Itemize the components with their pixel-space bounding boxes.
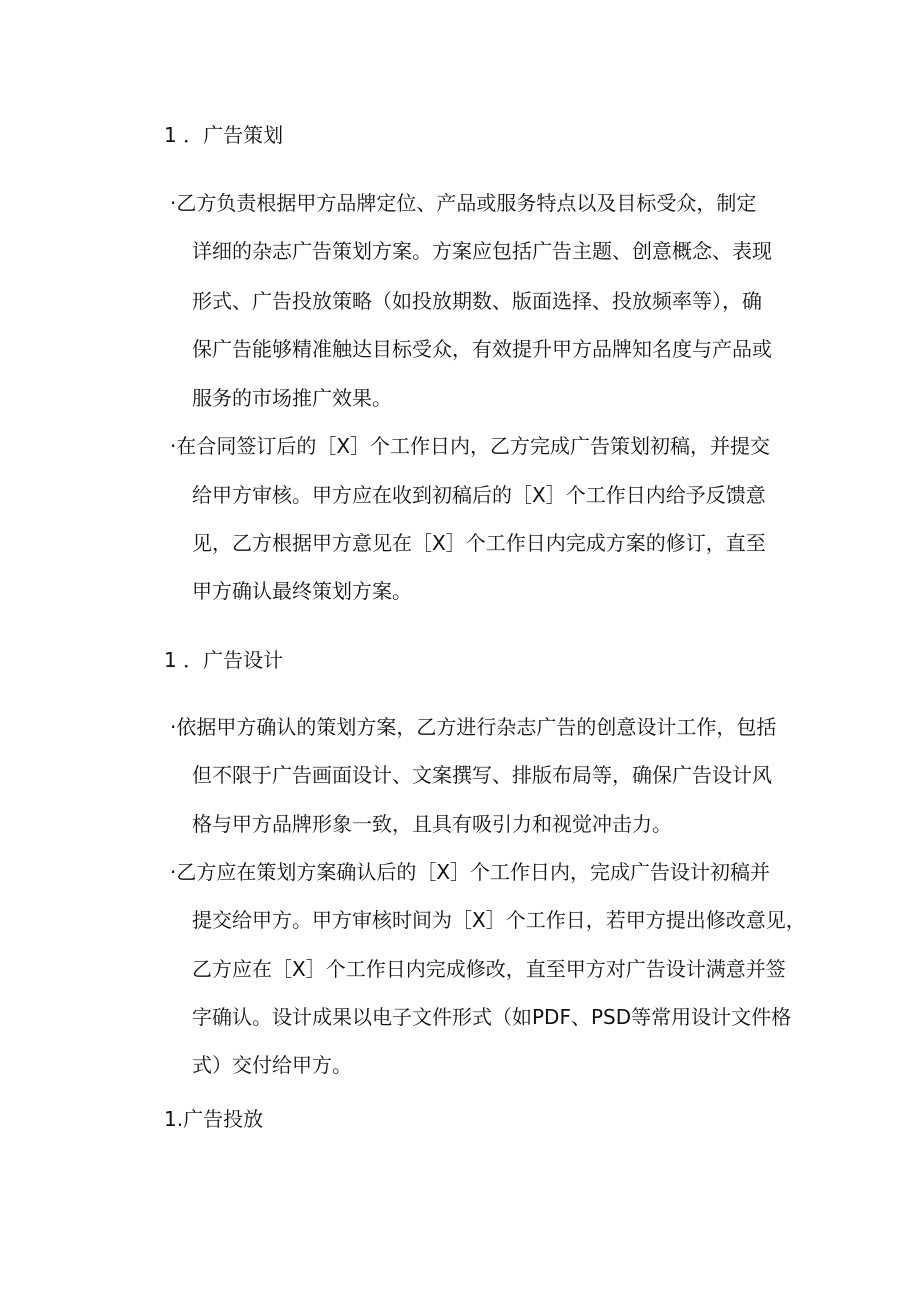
section-heading-ad-placement: 1.广告投放	[164, 1107, 264, 1131]
paragraph-line: 式）交付给甲方。	[192, 1053, 352, 1077]
paragraph-line: 甲方确认最终策划方案。	[192, 579, 412, 603]
paragraph-line: 格与甲方品牌形象一致，且具有吸引力和视觉冲击力。	[192, 812, 672, 836]
paragraph-line: 但不限于广告画面设计、文案撰写、排版布局等，确保广告设计风	[192, 763, 772, 787]
paragraph-line: 提交给甲方。甲方审核时间为［X］个工作日，若甲方提出修改意见，	[192, 908, 806, 932]
paragraph-line: ·依据甲方确认的策划方案，乙方进行杂志广告的创意设计工作，包括	[170, 715, 777, 739]
paragraph-line: ·乙方应在策划方案确认后的［X］个工作日内，完成广告设计初稿并	[170, 860, 771, 884]
paragraph-line: 字确认。设计成果以电子文件形式（如PDF、PSD等常用设计文件格	[192, 1005, 792, 1029]
paragraph-line: 详细的杂志广告策划方案。方案应包括广告主题、创意概念、表现	[192, 239, 772, 263]
paragraph-line: 给甲方审核。甲方应在收到初稿后的［X］个工作日内给予反馈意	[192, 483, 766, 507]
section-heading-ad-planning: 1 ．广告策划	[164, 123, 284, 147]
section-heading-ad-design: 1 ．广告设计	[164, 648, 284, 672]
paragraph-line: 服务的市场推广效果。	[192, 386, 392, 410]
paragraph-line: 乙方应在［X］个工作日内完成修改，直至甲方对广告设计满意并签	[192, 957, 786, 981]
paragraph-line: 形式、广告投放策略（如投放期数、版面选择、投放频率等），确	[192, 289, 762, 313]
paragraph-line: 保广告能够精准触达目标受众，有效提升甲方品牌知名度与产品或	[192, 337, 772, 361]
paragraph-line: 见，乙方根据甲方意见在［X］个工作日内完成方案的修订，直至	[192, 531, 766, 555]
paragraph-line: ·在合同签订后的［X］个工作日内，乙方完成广告策划初稿，并提交	[170, 434, 771, 458]
paragraph-line: ·乙方负责根据甲方品牌定位、产品或服务特点以及目标受众，制定	[170, 191, 757, 215]
